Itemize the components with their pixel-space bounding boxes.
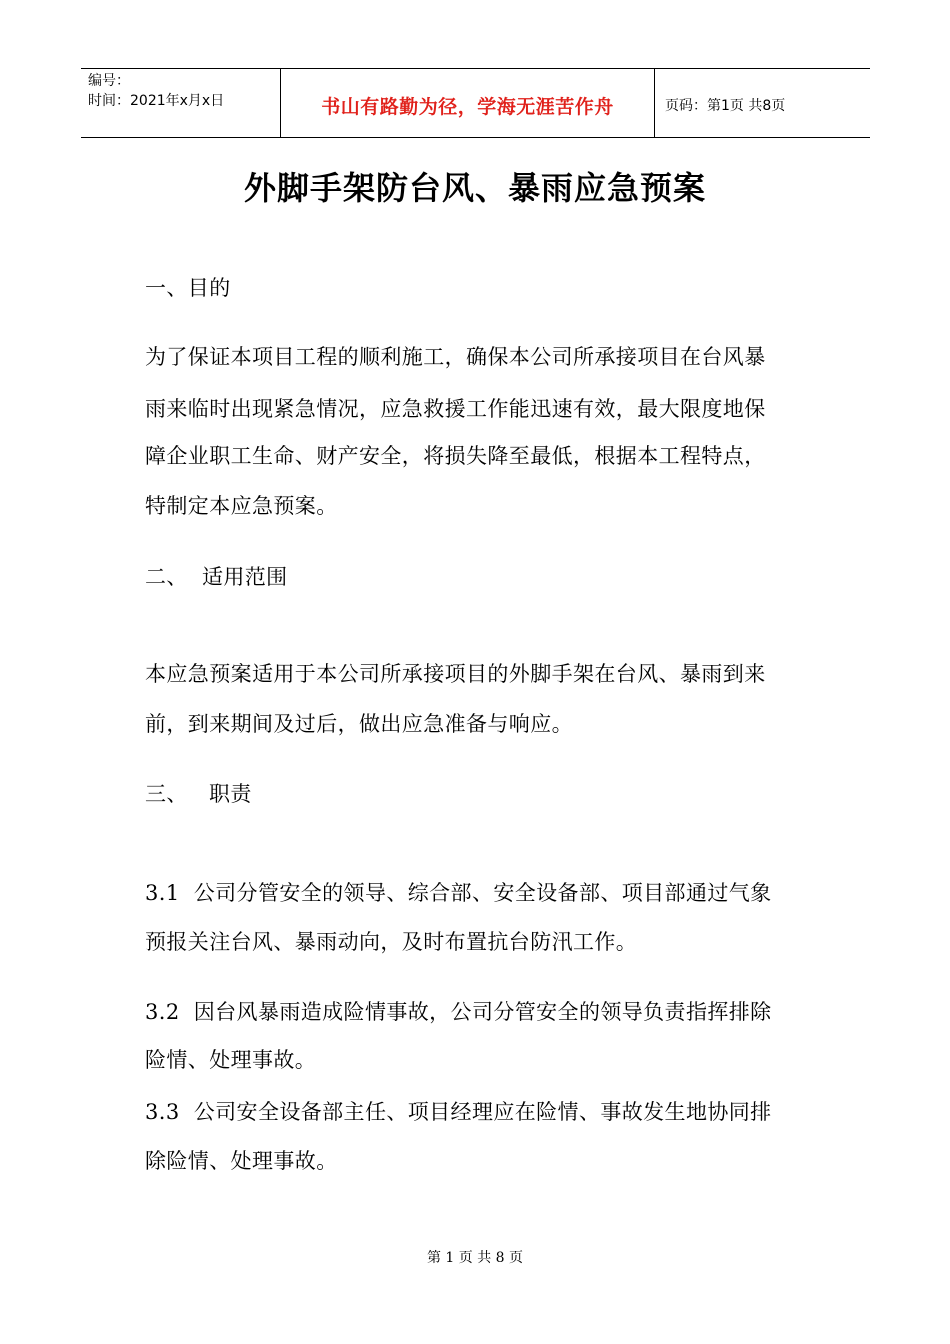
paragraph-line: 障企业职工生命、财产安全，将损失降至最低，根据本工程特点， [145,444,766,468]
document-date: 时间：2021年x月x日 [88,93,225,109]
duty-item-line: 3.2 因台风暴雨造成险情事故，公司分管安全的领导负责指挥排除 [145,1000,772,1024]
duty-item-line: 预报关注台风、暴雨动向，及时布置抗台防汛工作。 [145,930,638,954]
duty-item-line: 除险情、处理事故。 [145,1149,338,1173]
document-title: 外脚手架防台风、暴雨应急预案 [243,169,706,207]
paragraph-line: 为了保证本项目工程的顺利施工，确保本公司所承接项目在台风暴 [145,345,766,369]
section-heading-duties: 三、 职责 [145,782,252,806]
paragraph-line: 雨来临时出现紧急情况，应急救援工作能迅速有效，最大限度地保 [145,397,766,421]
duty-item-line: 3.1 公司分管安全的领导、综合部、安全设备部、项目部通过气象 [145,881,772,905]
paragraph-line: 特制定本应急预案。 [145,494,338,518]
paragraph-line: 前，到来期间及过后，做出应急准备与响应。 [145,712,573,736]
paragraph-line: 本应急预案适用于本公司所承接项目的外脚手架在台风、暴雨到来 [145,662,766,686]
section-heading-purpose: 一、目的 [145,276,231,300]
document-header [81,68,870,138]
header-meta [81,69,281,137]
section-heading-scope: 二、 适用范围 [145,565,288,589]
page-footer: 第 1 页 共 8 页 [426,1250,524,1266]
header-page-info: 页码：第1页 共8页 [665,98,786,114]
document-number-label: 编号： [88,73,130,89]
duty-item-line: 险情、处理事故。 [145,1048,317,1072]
header-slogan: 书山有路勤为径，学海无涯苦作舟 [281,69,655,137]
duty-item-line: 3.3 公司安全设备部主任、项目经理应在险情、事故发生地协同排 [145,1100,772,1124]
